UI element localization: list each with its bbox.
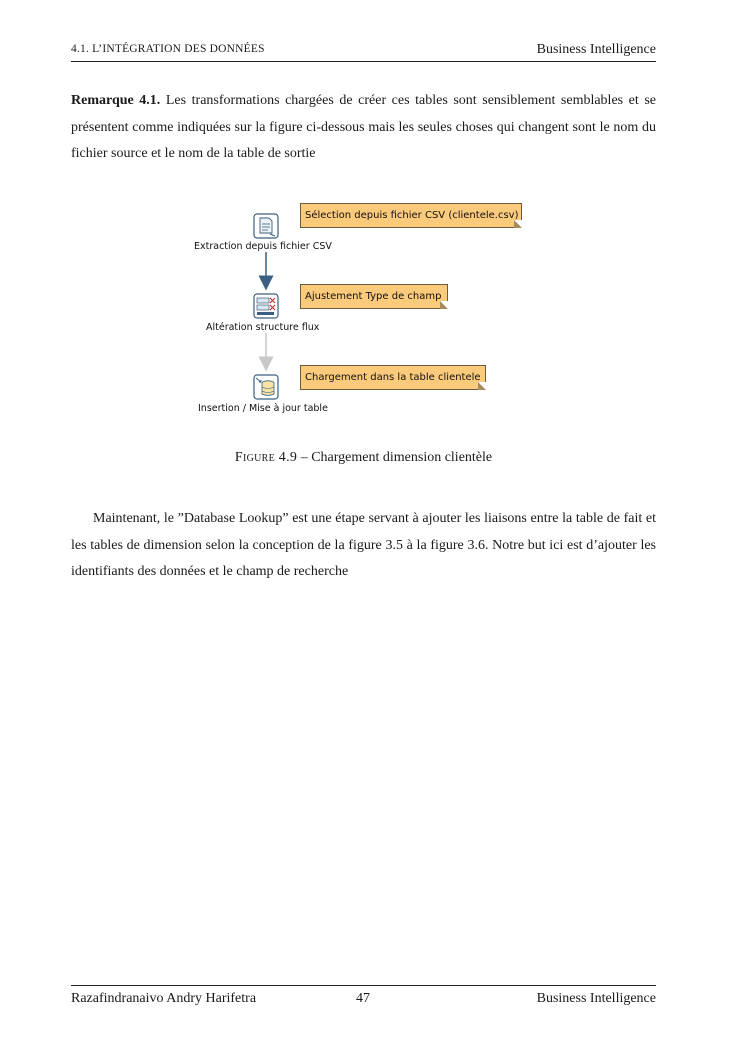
remark-paragraph	[71, 88, 656, 168]
note-step-3: Chargement dans la table clientele	[300, 365, 486, 390]
page-footer	[71, 985, 656, 1012]
database-insert-icon	[254, 375, 278, 399]
header-document-title: Business Intelligence	[536, 42, 656, 57]
remark-label: Remarque 4.1.	[71, 93, 161, 108]
csv-file-icon	[254, 214, 278, 238]
note-step-1: Sélection depuis fichier CSV (clientele.csv)	[300, 203, 522, 228]
running-header	[71, 42, 656, 62]
figure-caption-text: – Chargement dimension clientèle	[297, 450, 493, 465]
page-number: 47	[356, 991, 370, 1006]
figure-number: Figure 4.9	[234, 450, 298, 465]
select-values-icon	[254, 294, 278, 318]
note-step-2: Ajustement Type de champ	[300, 284, 448, 309]
remark-text: Les transformations chargées de créer ces tables sont sensiblement semblables et se présentent comme indiquées sur la figure ci-dessous mais les seules choses qui changent sont le nom du fichier source et le nom de la table de sortie	[71, 93, 657, 161]
footer-title: Business Intelligence	[536, 991, 656, 1006]
step-label-alteration: Altération structure flux	[206, 322, 320, 333]
step-label-extraction: Extraction depuis fichier CSV	[194, 241, 332, 252]
transformation-diagram	[190, 195, 530, 425]
footer-author: Razafindranaivo Andry Harifetra	[71, 991, 257, 1006]
step-label-insertion: Insertion / Mise à jour table	[198, 403, 328, 414]
body-paragraph: Maintenant, le ”Database Lookup” est une étape servant à ajouter les liaisons entre la table de fait et les tables de dimension selon la conception de la figure 3.5 à la figure 3.6. Notre but ici est d’ajouter les identifiants des données et le champ de recherche	[71, 511, 656, 579]
diagram-graphics	[190, 195, 530, 425]
figure-caption	[71, 450, 656, 466]
header-section-title: 4.1. L’INTÉGRATION DES DONNÉES	[71, 43, 265, 55]
